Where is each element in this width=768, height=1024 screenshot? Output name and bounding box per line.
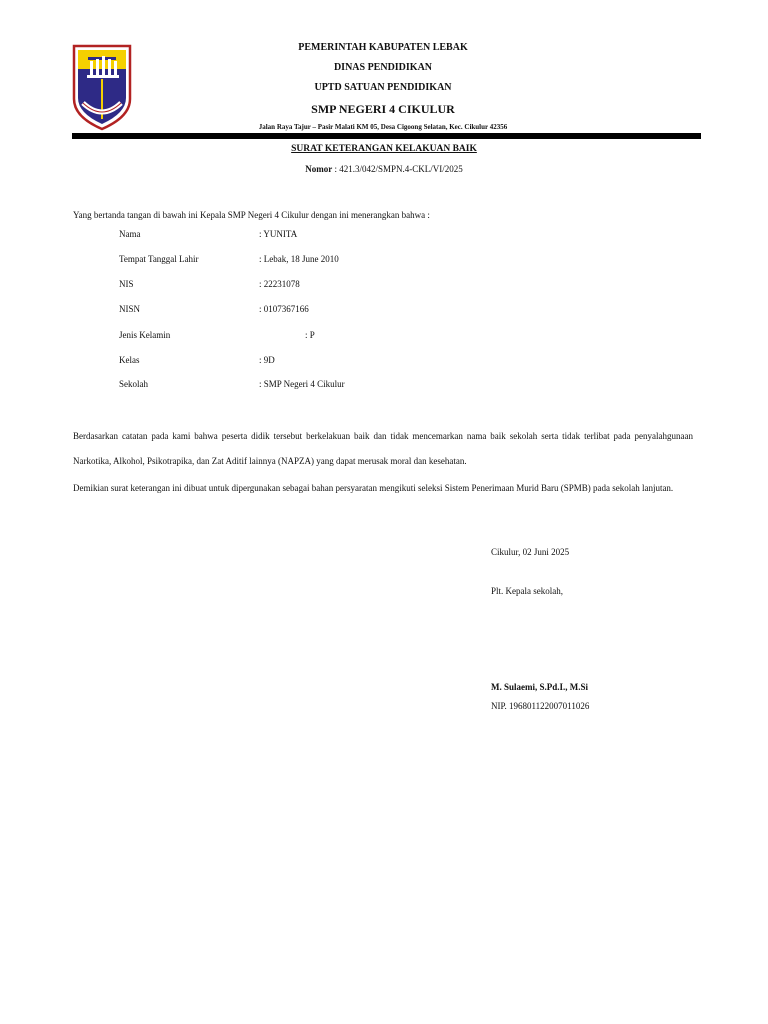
field-label-nama: Nama xyxy=(119,229,141,239)
header-department: DINAS PENDIDIKAN xyxy=(333,62,433,73)
field-value-jenis-kelamin: : P xyxy=(305,330,315,340)
signature-position: Plt. Kepala sekolah, xyxy=(491,586,563,596)
letter-number xyxy=(0,164,768,174)
header-divider xyxy=(72,133,701,139)
field-label-sekolah: Sekolah xyxy=(119,379,148,389)
field-value-nama: : YUNITA xyxy=(259,229,298,239)
field-label-kelas: Kelas xyxy=(119,355,140,365)
body-paragraph-2: Demikian surat keterangan ini dibuat untuk dipergunakan sebagai bahan persyaratan mengikuti seleksi Sistem Penerimaan Murid Baru (SPMB) pada sekolah lanjutan. xyxy=(73,483,674,493)
signatory-nip: NIP. 196801122007011026 xyxy=(491,701,590,711)
field-value-nis: : 22231078 xyxy=(259,279,300,289)
field-value-sekolah: : SMP Negeri 4 Cikulur xyxy=(259,379,345,389)
field-value-kelas: : 9D xyxy=(259,355,275,365)
header-government: PEMERINTAH KABUPATEN LEBAK xyxy=(298,42,468,53)
field-label-jenis-kelamin: Jenis Kelamin xyxy=(119,330,171,340)
signatory-name: M. Sulaemi, S.Pd.I., M.Si xyxy=(491,682,589,692)
signature-place-date: Cikulur, 02 Juni 2025 xyxy=(491,547,570,557)
school-crest-icon xyxy=(71,43,133,131)
header-address: Jalan Raya Tajur – Pasir Malati KM 05, Desa Cigoong Selatan, Kec. Cikulur 42356 xyxy=(258,123,508,131)
letter-title: SURAT KETERANGAN KELAKUAN BAIK xyxy=(291,144,477,154)
letter-number-value: : 421.3/042/SMPN.4-CKL/VI/2025 xyxy=(332,164,463,174)
header-unit: UPTD SATUAN PENDIDIKAN xyxy=(314,82,452,93)
field-label-ttl: Tempat Tanggal Lahir xyxy=(119,254,199,264)
field-label-nisn: NISN xyxy=(119,304,141,314)
body-paragraph-1-line-2: Narkotika, Alkohol, Psikotrapika, dan Zat Aditif lainnya (NAPZA) yang dapat merusak moral dan kesehatan. xyxy=(73,456,467,466)
intro-text: Yang bertanda tangan di bawah ini Kepala SMP Negeri 4 Cikulur dengan ini menerangkan bahwa : xyxy=(73,210,430,220)
field-label-nis: NIS xyxy=(119,279,134,289)
field-value-ttl: : Lebak, 18 June 2010 xyxy=(259,254,339,264)
body-paragraph-1-line-1: Berdasarkan catatan pada kami bahwa peserta didik tersebut berkelakuan baik dan tidak mencemarkan nama baik sekolah serta tidak terlibat pada penyalahgunaan xyxy=(73,431,693,441)
header-school-name: SMP NEGERI 4 CIKULUR xyxy=(311,102,455,116)
letter-number-label: Nomor xyxy=(305,164,333,174)
field-value-nisn: : 0107367166 xyxy=(259,304,309,314)
